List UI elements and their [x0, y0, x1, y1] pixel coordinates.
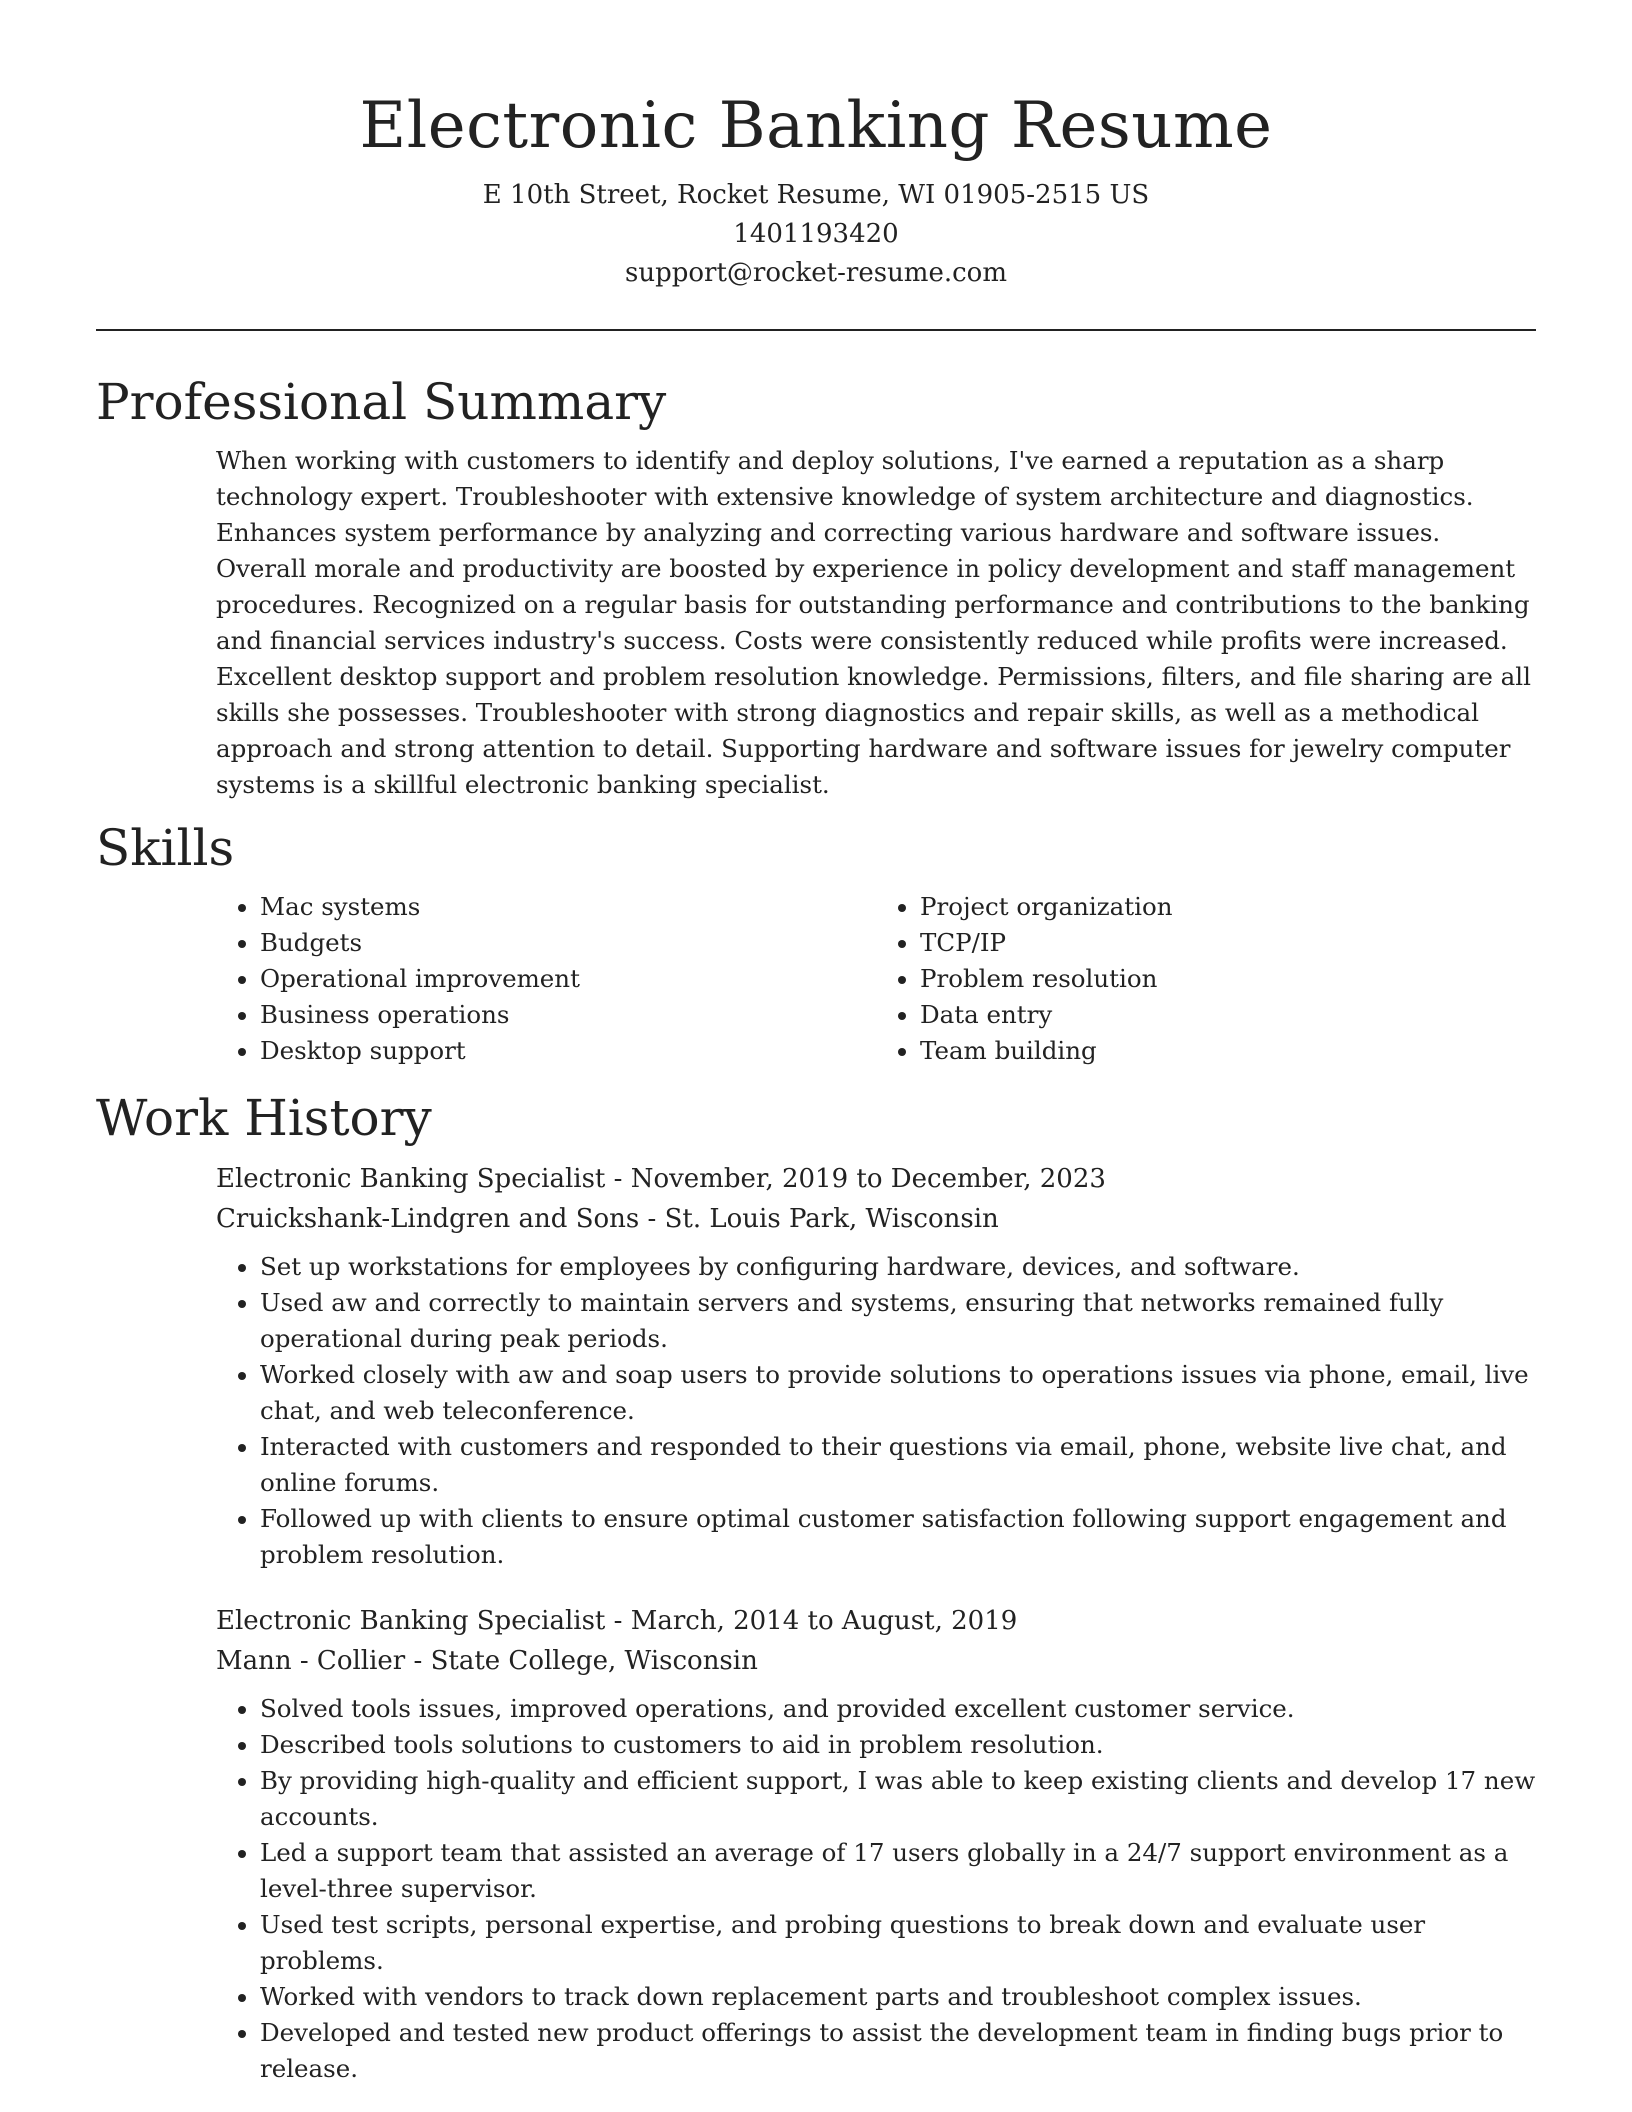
- skill-item: • Data entry: [920, 997, 1536, 1033]
- job-bullet: • By providing high-quality and efficient support, I was able to keep existing clients and develop 17 new accounts.: [260, 1763, 1536, 1835]
- job-company: Mann - Collier: [216, 1646, 406, 1676]
- skill-item: • Team building: [920, 1033, 1536, 1069]
- email-text: support@rocket-resume.com: [624, 258, 1007, 288]
- job-bullet: • Used aw and correctly to maintain servers and systems, ensuring that networks remained fully operational during peak periods.: [260, 1285, 1536, 1357]
- job-bullet: • Used test scripts, personal expertise, and probing questions to break down and evaluate user problems.: [260, 1907, 1536, 1979]
- skill-item: • Mac systems: [260, 889, 876, 925]
- skill-item: • TCP/IP: [920, 925, 1536, 961]
- skills-list-right: [876, 889, 1536, 1069]
- job-title-line: [216, 1601, 1536, 1641]
- contact-info: [96, 176, 1536, 293]
- summary-text: When working with customers to identify and deploy solutions, I've earned a reputation as a sharp technology expert. Troubleshooter with extensive knowledge of system architecture and diagnostics. Enhances system performance by analyzing and correcting various hardware and software issues. Overall morale and productivity are boosted by experience in policy development and staff management procedures. Recognized on a regular basis for outstanding performance and contributions to the banking and financial services industry's success. Costs were consistently reduced while profits were increased. Excellent desktop support and problem resolution knowledge. Permissions, filters, and file sharing are all skills she possesses. Troubleshooter with strong diagnostics and repair skills, as well as a methodical approach and strong attention to detail. Supporting hardware and software issues for jewelry computer systems is a skillful electronic banking specialist.: [216, 446, 1531, 799]
- job-location: - State College, Wisconsin: [405, 1646, 758, 1676]
- job-company-line: [216, 1641, 1536, 1681]
- job-bullet: • Led a support team that assisted an average of 17 users globally in a 24/7 support environment as a level-three supervisor.: [260, 1835, 1536, 1907]
- job-bullets: [216, 1691, 1536, 2087]
- header-divider: [96, 329, 1536, 331]
- job-bullet: • Described tools solutions to customers to aid in problem resolution.: [260, 1727, 1536, 1763]
- summary-heading: Professional Summary: [96, 373, 667, 431]
- job-bullet: • Developed and tested new product offerings to assist the development team in finding bugs prior to release.: [260, 2015, 1536, 2087]
- job-company-line: [216, 1199, 1536, 1239]
- job-bullet: • Worked closely with aw and soap users to provide solutions to operations issues via phone, email, live chat, and web teleconference.: [260, 1357, 1536, 1429]
- work-history-heading: Work History: [96, 1089, 432, 1147]
- resume-header: [96, 0, 1536, 293]
- skill-item: • Project organization: [920, 889, 1536, 925]
- phone-text: 1401193420: [733, 219, 899, 249]
- resume-title: Electronic Banking Resume: [359, 89, 1273, 163]
- skill-item: • Budgets: [260, 925, 876, 961]
- job-title-line: [216, 1159, 1536, 1199]
- skill-item: • Desktop support: [260, 1033, 876, 1069]
- address-text: E 10th Street, Rocket Resume, WI 01905-2515 US: [482, 180, 1150, 210]
- job-title: Electronic Banking Specialist: [216, 1606, 606, 1636]
- job-dates: - November, 2019 to December, 2023: [605, 1164, 1106, 1194]
- job-bullet: • Solved tools issues, improved operations, and provided excellent customer service.: [260, 1691, 1536, 1727]
- job-bullet: • Set up workstations for employees by configuring hardware, devices, and software.: [260, 1249, 1536, 1285]
- skill-item: • Operational improvement: [260, 961, 876, 997]
- job-bullet: • Worked with vendors to track down replacement parts and troubleshoot complex issues.: [260, 1979, 1536, 2015]
- job-location: - St. Louis Park, Wisconsin: [639, 1204, 999, 1234]
- job-dates: - March, 2014 to August, 2019: [605, 1606, 1018, 1636]
- skill-item: • Business operations: [260, 997, 876, 1033]
- resume-page: [96, 0, 1536, 2087]
- job-entry: [216, 1159, 1536, 1573]
- skills-heading: Skills: [96, 819, 235, 877]
- skills-section: [96, 817, 1536, 1069]
- skills-columns: [216, 889, 1536, 1069]
- job-bullet: • Interacted with customers and responded to their questions via email, phone, website live chat, and online forums.: [260, 1429, 1536, 1501]
- skills-list-left: [216, 889, 876, 1069]
- job-company: Cruickshank-Lindgren and Sons: [216, 1204, 640, 1234]
- skill-item: • Problem resolution: [920, 961, 1536, 997]
- summary-section: [96, 371, 1536, 803]
- job-title: Electronic Banking Specialist: [216, 1164, 606, 1194]
- job-bullets: [216, 1249, 1536, 1573]
- work-history-section: [96, 1087, 1536, 2087]
- job-bullet: • Followed up with clients to ensure optimal customer satisfaction following support engagement and problem resolution.: [260, 1501, 1536, 1573]
- job-entry: [216, 1601, 1536, 2087]
